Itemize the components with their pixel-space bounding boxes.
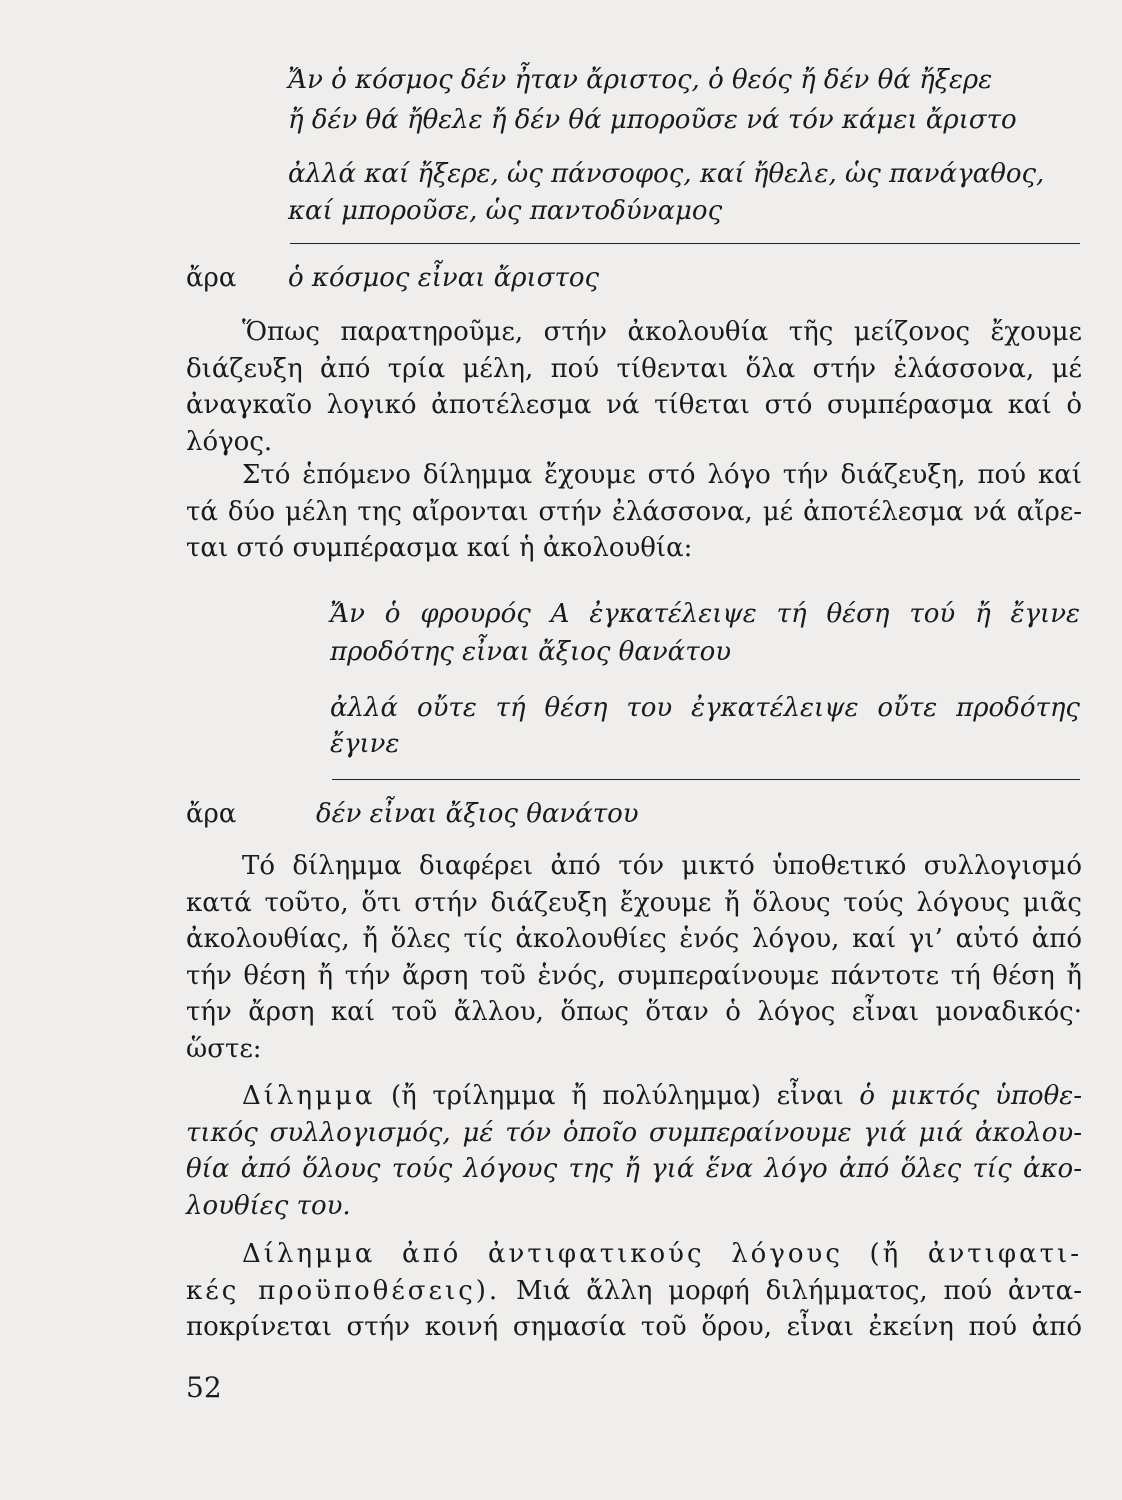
paragraph-4-definition bbox=[186, 1078, 1082, 1224]
syllogism1-premise1-line2: ἤ δέν θά ἤθελε ἤ δέν θά μποροῦσε νά τόν κάμει ἄριστο bbox=[288, 105, 1017, 135]
syllogism2-divider bbox=[332, 779, 1080, 780]
syllogism2-premise1-line1: Ἄν ὁ φρουρός Α ἐγκατέλειψε τή θέση τού ἤ ἔγινε bbox=[330, 599, 1080, 629]
paragraph-line: λόγος. bbox=[186, 426, 273, 457]
definition-plain-part: (ἤ τρίλημμα ἤ πολύλημμα) εἶναι bbox=[375, 1081, 860, 1111]
paragraph-line: Στό ἑπόμενο δίλημμα ἔχουμε στό λόγο τήν διάζευξη, πού καί bbox=[242, 460, 1082, 490]
page-number: 52 bbox=[186, 1371, 222, 1404]
paragraph-line: θία ἀπό ὅλους τούς λόγους της ἤ γιά ἕνα λόγο ἀπό ὅλες τίς ἀκο- bbox=[186, 1154, 1082, 1184]
paragraph-line-heading: Δίλημμα ἀπό ἀντιφατικούς λόγους (ἤ ἀντιφατι- bbox=[242, 1239, 1082, 1269]
paragraph-2 bbox=[186, 457, 1082, 567]
paragraph-line: τά δύο μέλη της αἴρονται στήν ἐλάσσονα, μέ ἀποτέλεσμα νά αἴρε- bbox=[186, 496, 1082, 527]
paragraph-line: ται στό συμπέρασμα καί ἡ ἀκολουθία: bbox=[186, 533, 693, 563]
syllogism1-premise2-line2: καί μποροῦσε, ὡς παντοδύναμος bbox=[288, 196, 723, 226]
heading-continuation: κές προϋποθέσεις). bbox=[186, 1275, 501, 1306]
paragraph-line: τήν θέση ἤ τήν ἄρση τοῦ ἑνός, συμπεραίνουμε πάντοτε τή θέση ἤ bbox=[186, 960, 1082, 991]
syllogism2-ara: ἄρα bbox=[186, 799, 237, 829]
paragraph-line: Ὅπως παρατηροῦμε, στήν ἀκολουθία τῆς μείζονος ἔχουμε bbox=[242, 317, 1082, 347]
paragraph-line bbox=[186, 1273, 1082, 1310]
syllogism1-divider bbox=[290, 243, 1080, 244]
syllogism2-premise2-line1: ἀλλά οὔτε τή θέση του ἐγκατέλειψε οὔτε προδότης bbox=[330, 693, 1080, 723]
paragraph-line: λουθίες του. bbox=[186, 1190, 351, 1221]
paragraph-line: τήν ἄρση καί τοῦ ἄλλου, ὅπως ὅταν ὁ λόγος εἶναι μοναδικός· bbox=[186, 997, 1082, 1027]
syllogism1-conclusion: ὁ κόσμος εἶναι ἄριστος bbox=[288, 263, 600, 293]
syllogism2-premise2-line2: ἔγινε bbox=[330, 729, 400, 759]
paragraph-line: ἀναγκαῖο λογικό ἀποτέλεσμα νά τίθεται στό συμπέρασμα καί ὁ bbox=[186, 390, 1082, 420]
syllogism1-ara: ἄρα bbox=[186, 263, 237, 293]
syllogism2-premise1-line2: προδότης εἶναι ἄξιος θανάτου bbox=[330, 637, 732, 667]
definition-italic-part: ὁ μικτός ὑποθε- bbox=[859, 1081, 1082, 1111]
paragraph-line: ποκρίνεται στήν κοινή σημασία τοῦ ὅρου, εἶναι ἐκείνη πού ἀπό bbox=[186, 1312, 1082, 1342]
paragraph-line: ὥστε: bbox=[186, 1033, 262, 1064]
paragraph-line: Τό δίλημμα διαφέρει ἀπό τόν μικτό ὑποθετικό συλλογισμό bbox=[242, 851, 1082, 881]
paragraph-line: διάζευξη ἀπό τρία μέλη, πού τίθενται ὅλα στήν ἐλάσσονα, μέ bbox=[186, 353, 1082, 384]
paragraph-3 bbox=[186, 848, 1082, 1067]
paragraph-line: ἀκολουθίας, ἤ ὅλες τίς ἀκολουθίες ἑνός λόγου, καί γι’ αὐτό ἀπό bbox=[186, 924, 1082, 954]
paragraph-line: κατά τοῦτο, ὅτι στήν διάζευξη ἔχουμε ἤ ὅλους τούς λόγους μιᾶς bbox=[186, 887, 1082, 918]
term-dilemma: Δίλημμα bbox=[242, 1081, 376, 1111]
syllogism1-premise1-line1: Ἄν ὁ κόσμος δέν ἦταν ἄριστος, ὁ θεός ἤ δέν θά ἤξερε bbox=[288, 65, 993, 95]
paragraph-1 bbox=[186, 314, 1082, 460]
paragraph-line bbox=[186, 1078, 1082, 1115]
paragraph-5 bbox=[186, 1236, 1082, 1346]
syllogism1-premise2-line1: ἀλλά καί ἤξερε, ὡς πάνσοφος, καί ἤθελε, ὡς πανάγαθος, bbox=[288, 159, 1045, 189]
paragraph-text: Μιά ἄλλη μορφή διλήμματος, πού ἀντα- bbox=[500, 1275, 1082, 1306]
paragraph-line: τικός συλλογισμός, μέ τόν ὁποῖο συμπεραίνουμε γιά μιά ἀκολου- bbox=[186, 1117, 1082, 1148]
syllogism2-conclusion: δέν εἶναι ἄξιος θανάτου bbox=[316, 799, 639, 829]
